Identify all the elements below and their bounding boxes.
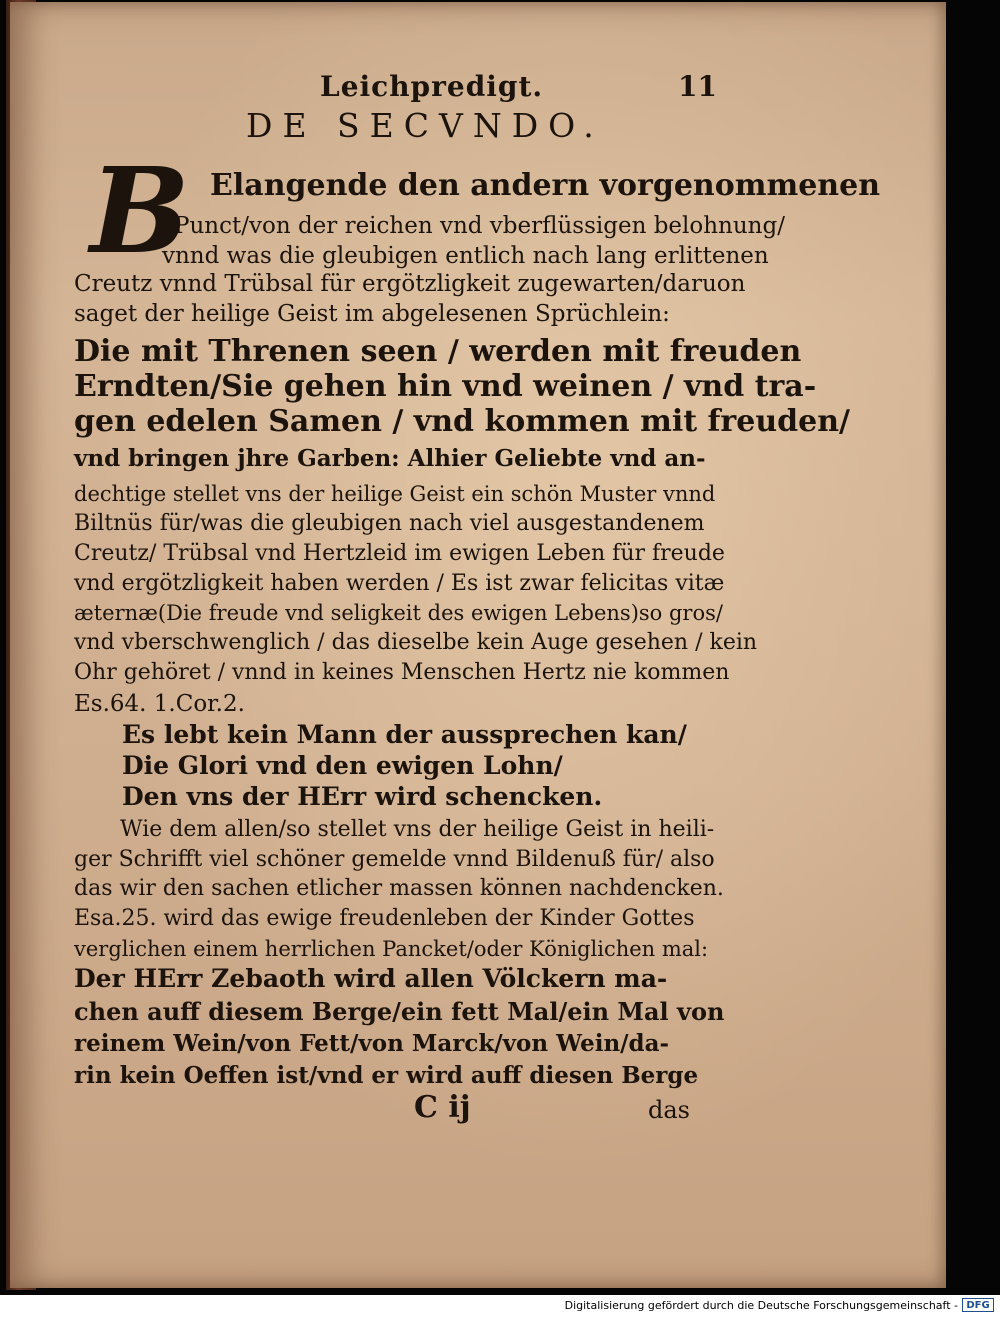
text-line: Es.64. 1.Cor.2. <box>74 691 245 717</box>
running-head: Leichpredigt. <box>320 70 544 103</box>
text-line: verglichen einem herrlichen Pancket/oder Königlichen mal: <box>74 937 709 961</box>
text-line: Elangende den andern vorgenommenen <box>210 168 881 203</box>
dfg-logo[interactable]: DFG <box>962 1298 994 1312</box>
text-line: Biltnüs für/was die gleubigen nach viel ausgestandenem <box>74 511 705 536</box>
text-line: rin kein Oeffen ist/vnd er wird auff diesen Berge <box>74 1062 699 1089</box>
book-page <box>10 2 946 1288</box>
text-line: Erndten/Sie gehen hin vnd weinen / vnd tra- <box>74 369 817 404</box>
text-line: vnd ergötzligkeit haben werden / Es ist zwar felicitas vitæ <box>74 571 725 596</box>
text-line: æternæ(Die freude vnd seligkeit des ewigen Lebens)so gros/ <box>74 601 723 625</box>
page-number: 11 <box>678 70 717 103</box>
catchword: das <box>648 1096 690 1124</box>
text-line: reinem Wein/von Fett/von Marck/von Wein/da- <box>74 1030 670 1057</box>
text-line: vnnd was die gleubigen entlich nach lang erlittenen <box>162 243 769 269</box>
verse-line: Die Glori vnd den ewigen Lohn/ <box>122 751 563 780</box>
funding-credit: Digitalisierung gefördert durch die Deutsche Forschungsgemeinschaft - <box>564 1299 958 1312</box>
text-line: Creutz/ Trübsal vnd Hertzleid im ewigen Leben für freude <box>74 541 725 566</box>
signature-mark: C ij <box>414 1090 471 1125</box>
section-title: DE SECVNDO. <box>246 106 604 145</box>
verse-line: Es lebt kein Mann der aussprechen kan/ <box>122 720 687 749</box>
verse-line: Den vns der HErr wird schencken. <box>122 782 603 811</box>
text-line: Ohr gehöret / vnnd in keines Menschen Hertz nie kommen <box>74 660 730 685</box>
text-line: das wir den sachen etlicher massen können nachdencken. <box>74 876 724 901</box>
text-line: Der HErr Zebaoth wird allen Völckern ma- <box>74 964 668 993</box>
text-line: Esa.25. wird das ewige freudenleben der Kinder Gottes <box>74 906 695 931</box>
text-line: Wie dem allen/so stellet vns der heilige Geist in heili- <box>120 817 715 842</box>
text-line: Die mit Threnen seen / werden mit freuden <box>74 334 802 369</box>
text-line: ger Schrifft viel schöner gemelde vnnd Bildenuß für/ also <box>74 847 715 872</box>
drop-cap: B <box>90 141 190 280</box>
text-line: dechtige stellet vns der heilige Geist ein schön Muster vnnd <box>74 482 716 506</box>
text-line: Punct/von der reichen vnd vberflüssigen belohnung/ <box>174 213 785 239</box>
text-line: vnd bringen jhre Garben: Alhier Geliebte vnd an- <box>74 445 706 472</box>
text-line: chen auff diesem Berge/ein fett Mal/ein Mal von <box>74 997 725 1026</box>
text-line: saget der heilige Geist im abgelesenen Sprüchlein: <box>74 301 670 327</box>
text-line: vnd vberschwenglich / das dieselbe kein Auge gesehen / kein <box>74 630 758 655</box>
text-line: Creutz vnnd Trübsal für ergötzligkeit zugewarten/daruon <box>74 271 746 297</box>
text-line: gen edelen Samen / vnd kommen mit freuden/ <box>74 404 850 439</box>
